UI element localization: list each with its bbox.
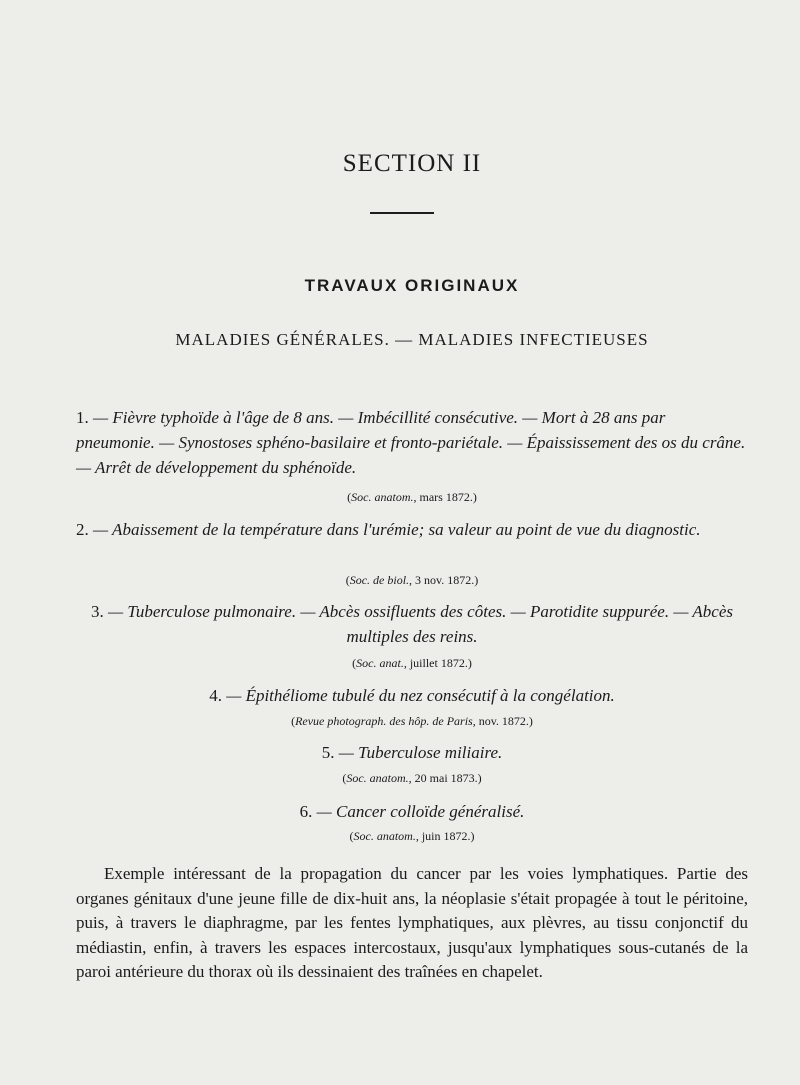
entry-2-reference: (Soc. de biol., 3 nov. 1872.) (345, 573, 479, 587)
entry-5-reference: (Soc. anatom., 20 mai 1873.) (342, 771, 482, 785)
ref-source: Revue photograph. des hôp. de Paris (295, 714, 473, 728)
ref-date: , 3 nov. 1872.) (409, 573, 479, 587)
title-rule (370, 212, 434, 214)
ref-source: Soc. anatom. (346, 771, 409, 785)
entry-4 (76, 683, 748, 708)
ref-date: , juin 1872.) (415, 829, 475, 843)
ref-source: Soc. anatom. (353, 829, 416, 843)
entry-1-reference: (Soc. anatom., mars 1872.) (347, 490, 477, 504)
ref-source: Soc. anatom. (351, 490, 414, 504)
entry-text: — Fièvre typhoïde à l'âge de 8 ans. — Imbécillité consécutive. — Mort à 28 ans par pneumonie. — Synostoses sphéno-basilaire et fronto-pariétale. — Épaississement des os du crâne. — Arrêt de développement du sphénoïde. (76, 408, 746, 477)
subheading: MALADIES GÉNÉRALES. — MALADIES INFECTIEUSES (175, 330, 649, 349)
entry-number: 3. (90, 602, 104, 621)
section-title: SECTION II (342, 150, 482, 177)
entry-number: 2. (76, 520, 89, 539)
entry-2 (76, 517, 748, 542)
entry-text: — Tuberculose miliaire. (338, 743, 503, 762)
entry-4-reference: (Revue photograph. des hôp. de Paris, nov. 1872.) (291, 714, 533, 728)
ref-date: , nov. 1872.) (472, 714, 533, 728)
ref-source: Soc. de biol. (349, 573, 410, 587)
ref-date: , juillet 1872.) (403, 656, 472, 670)
entry-number: 1. (76, 408, 89, 427)
body-paragraph: Exemple intéressant de la propagation du cancer par les voies lymphatiques. Partie des organes génitaux d'une jeune fille de dix-huit ans, la néoplasie s'était propagée à tout le péritoine, puis, à travers le diaphragme, par les fentes lymphatiques, aux plèvres, au tissu conjonctif du médiastin, enfin, à travers les espaces intercostaux, jusqu'aux lymphatiques sous-cutanés de la paroi antérieure du thorax où ils dessinaient des traînées en chapelet. (76, 864, 748, 981)
entry-text: — Épithéliome tubulé du nez consécutif à la congélation. (226, 686, 615, 705)
entry-number: 5. (321, 743, 335, 762)
ref-date: , mars 1872.) (413, 490, 477, 504)
heading: TRAVAUX ORIGINAUX (304, 276, 520, 295)
entry-number: 4. (209, 686, 222, 705)
entry-text: — Tuberculose pulmonaire. — Abcès ossifluents des côtes. — Parotidite suppurée. — Abcès multiples des reins. (107, 602, 733, 646)
ref-date: , 20 mai 1873.) (408, 771, 482, 785)
entry-1 (76, 405, 748, 480)
entry-number: 6. (299, 802, 313, 821)
entry-3 (76, 599, 748, 649)
entry-5 (76, 740, 748, 765)
entry-6 (76, 799, 748, 824)
entry-3-reference: (Soc. anat., juillet 1872.) (352, 656, 472, 670)
entry-6-reference: (Soc. anatom., juin 1872.) (349, 829, 475, 843)
ref-source: Soc. anat. (356, 656, 404, 670)
entry-text: — Cancer colloïde généralisé. (316, 802, 525, 821)
entry-text: — Abaissement de la température dans l'urémie; sa valeur au point de vue du diagnostic. (93, 520, 701, 539)
